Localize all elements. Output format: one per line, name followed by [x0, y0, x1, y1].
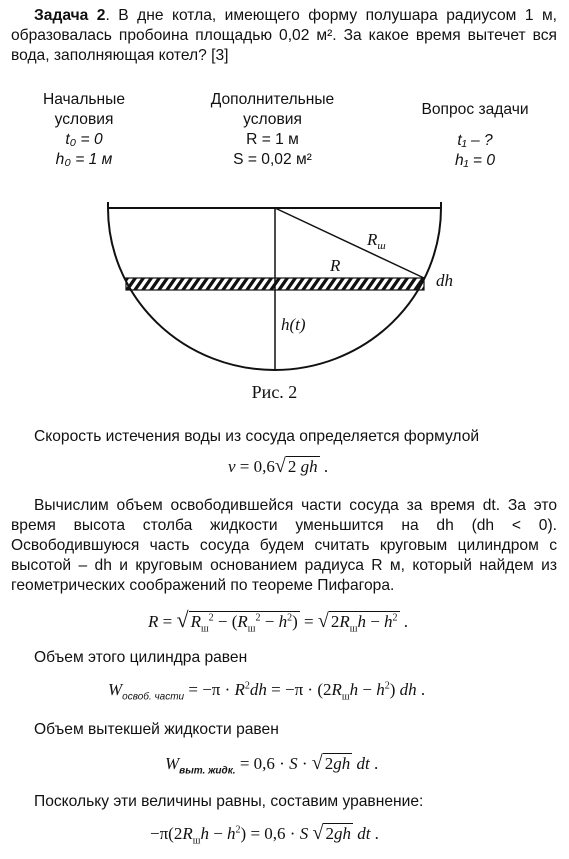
paragraph-3-text: Объем этого цилиндра равен: [34, 649, 248, 666]
initial-title-1: Начальные: [42, 91, 126, 108]
label-rsh: $R_ш$: [367, 230, 386, 252]
additional-title-1: Дополнительные: [210, 91, 335, 108]
paragraph-2-text: Вычислим объем освободившейся части сосуда за время dt. За это время высота столба жидкости уменьшится на dh (dh < 0). Освободившуюся часть сосуда будем считать круговым цилиндром с высотой – dh и круговым основанием радиуса R м, который найдем из геометрических соображений по теореме Пифагора.: [11, 497, 557, 594]
paragraph-2: [11, 496, 557, 596]
question-conditions: [400, 100, 550, 171]
formula-outflow-volume: $W_{выт. жидк.} = 0,6 \cdot S$ · √ 2gh dt .: [165, 752, 379, 777]
label-r: R: [330, 256, 341, 275]
question-h1: h₁ = 0: [454, 152, 496, 169]
additional-s: S = 0,02 м²: [233, 151, 312, 168]
figure-caption: Рис. 2: [251, 382, 298, 402]
formula-radius: R = √ $R_ш^2 - (R_ш^2 - h^2)$ = √ $2R_шh - h^2$ .: [148, 607, 409, 635]
initial-t0: t₀ = 0: [65, 131, 103, 148]
question-t1: t₁ – ?: [457, 132, 493, 149]
additional-r: R = 1 м: [246, 131, 299, 148]
initial-conditions: [14, 90, 154, 170]
paragraph-4-text: Объем вытекшей жидкости равен: [34, 721, 279, 738]
initial-h0: h₀ = 1 м: [55, 151, 113, 168]
problem-text: . В дне котла, имеющего форму полушара радиусом 1 м, образовалась пробоина площадью 0,02 м². За какое время вытечет вся вода, заполняющая котел? [3]: [11, 7, 557, 64]
initial-title-2: условия: [54, 111, 114, 128]
question-title: Вопрос задачи: [421, 101, 529, 118]
problem-label: Задача 2: [34, 7, 106, 24]
formula-cylinder-volume: $W_{освоб. части} = -\pi \cdot R^2dh = -\pi \cdot (2R_шh - h^2)$ dh .: [108, 680, 426, 703]
hatched-layer: [126, 278, 424, 290]
paragraph-4: [11, 720, 557, 740]
additional-title-2: условия: [243, 111, 302, 128]
label-dh: dh: [436, 271, 453, 290]
label-ht: h(t): [281, 315, 306, 334]
radius-line: [275, 208, 424, 278]
paragraph-5: [11, 792, 557, 812]
additional-conditions: [190, 90, 355, 170]
paragraph-5-text: Поскольку эти величины равны, составим уравнение:: [34, 793, 424, 810]
paragraph-3: [11, 648, 557, 668]
formula-equation: $-\pi(2R_шh - h^2) = 0,6 \cdot S$ √ 2gh dt .: [150, 822, 379, 847]
paragraph-1: [11, 427, 557, 447]
problem-statement: [11, 6, 557, 66]
formula-velocity: v = 0,6√ 2 gh .: [228, 455, 329, 477]
hemisphere-figure: [0, 195, 569, 375]
paragraph-1-text: Скорость истечения воды из сосуда определяется формулой: [34, 428, 480, 445]
